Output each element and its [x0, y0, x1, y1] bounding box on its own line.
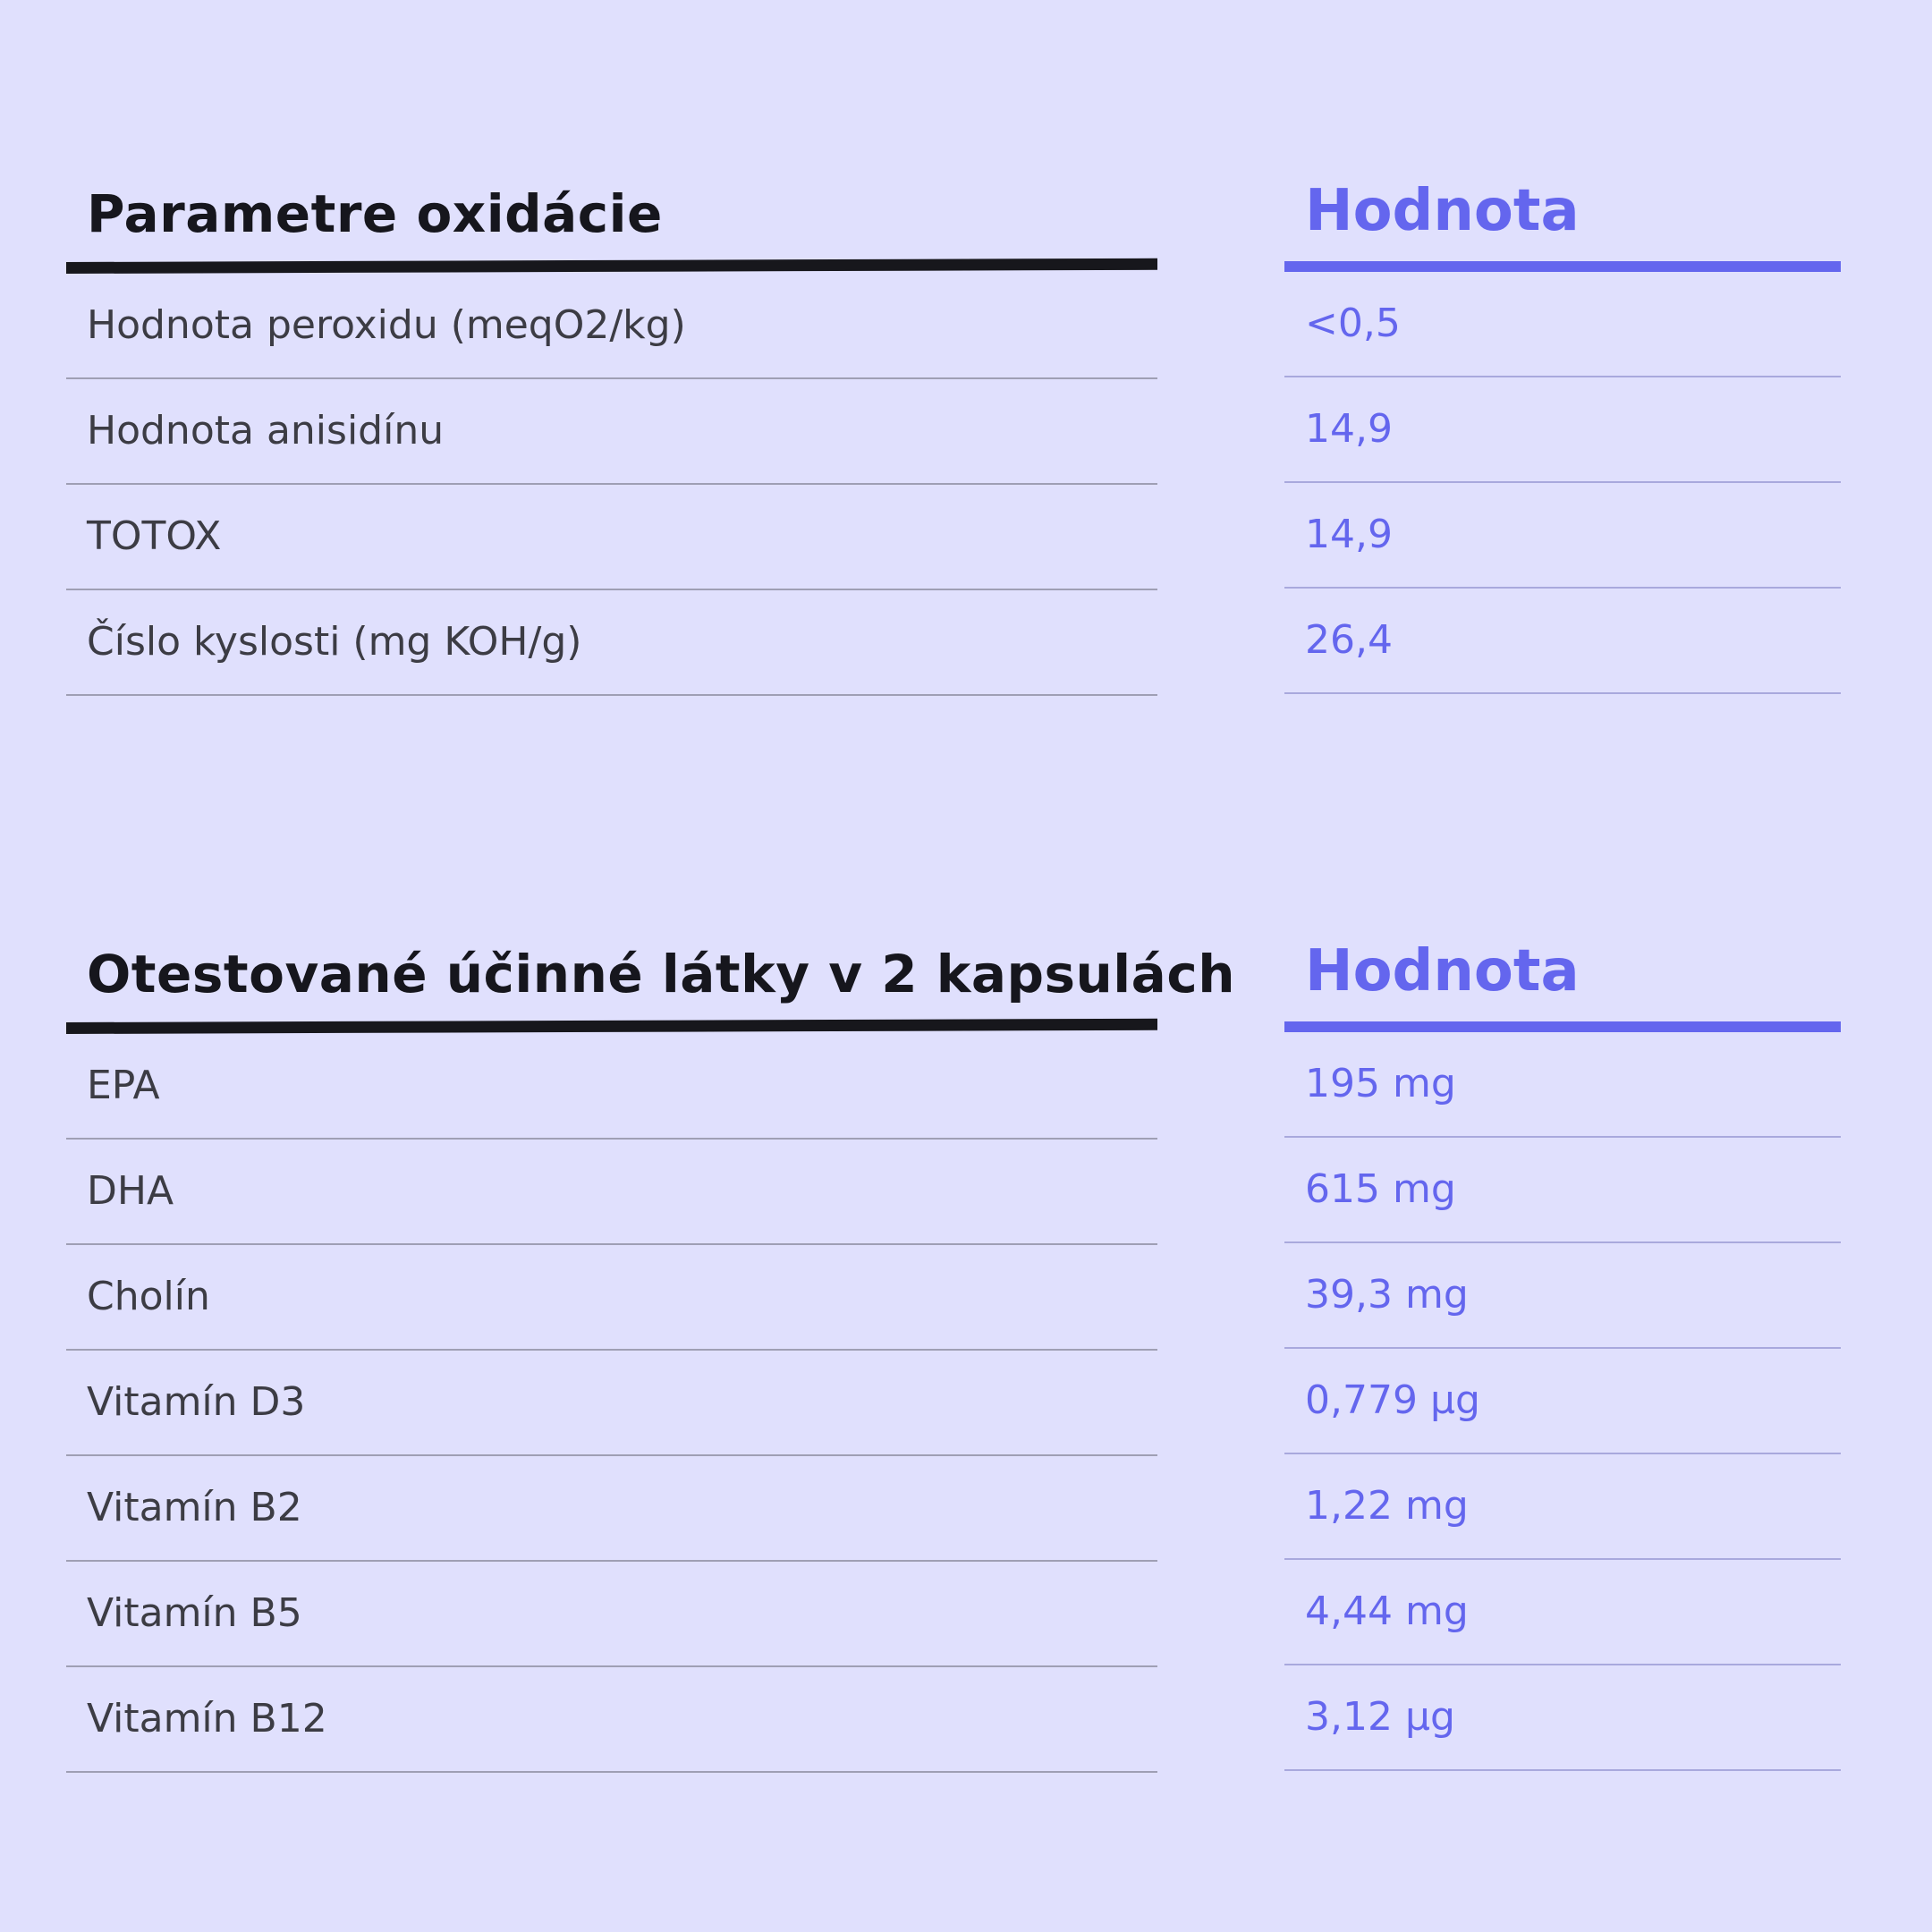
table-row: [1284, 1032, 1841, 1138]
value-header: [1284, 179, 1841, 272]
actives-substance-column: [66, 939, 1235, 1773]
actives-header: [66, 939, 1235, 1034]
table-row: [66, 1456, 1157, 1562]
table-row: [66, 1140, 1157, 1245]
substance-value: 3,12 µg: [1305, 1694, 1455, 1740]
parameter-value: 26,4: [1305, 617, 1393, 663]
row-divider: [66, 1771, 1157, 1773]
table-row: [1284, 1665, 1841, 1771]
parameter-value: <0,5: [1305, 301, 1401, 346]
value-header: [1284, 939, 1841, 1032]
table-row: [1284, 1349, 1841, 1454]
table-row: [66, 590, 1157, 696]
table-row: [1284, 483, 1841, 589]
parameter-label: Číslo kyslosti (mg KOH/g): [87, 619, 582, 665]
header-divider: [1284, 1021, 1841, 1032]
substance-value: 0,779 µg: [1305, 1377, 1480, 1423]
table-row: [66, 379, 1157, 485]
table-row: [66, 1667, 1157, 1773]
substance-label: Vitamín B5: [87, 1590, 302, 1636]
value-header-title: Hodnota: [1305, 178, 1580, 244]
substance-label: Vitamín D3: [87, 1379, 306, 1425]
header-divider: [66, 1019, 1157, 1034]
substance-value: 615 mg: [1305, 1166, 1456, 1212]
table-row: [1284, 1454, 1841, 1560]
table-row: [1284, 272, 1841, 377]
parameter-value: 14,9: [1305, 512, 1393, 557]
substance-label: Vitamín B12: [87, 1696, 327, 1741]
row-divider: [66, 694, 1157, 696]
table-row: [66, 1034, 1157, 1140]
substance-value: 4,44 mg: [1305, 1589, 1469, 1634]
parameter-label: Hodnota anisidínu: [87, 408, 445, 453]
header-divider: [1284, 261, 1841, 272]
header-divider: [66, 258, 1157, 274]
actives-title: Otestované účinné látky v 2 kapsulách: [87, 944, 1235, 1004]
table-row: [1284, 589, 1841, 694]
table-row: [66, 274, 1157, 379]
table-row: [1284, 1560, 1841, 1665]
substance-value: 39,3 mg: [1305, 1272, 1469, 1318]
parameter-label: Hodnota peroxidu (meqO2/kg): [87, 302, 686, 348]
row-divider: [1284, 1769, 1841, 1771]
oxidation-title: Parametre oxidácie: [87, 183, 663, 244]
table-row: [66, 1562, 1157, 1667]
row-divider: [1284, 692, 1841, 694]
substance-label: Vitamín B2: [87, 1485, 302, 1530]
table-row: [66, 485, 1157, 590]
parameter-value: 14,9: [1305, 406, 1393, 452]
table-row: [66, 1351, 1157, 1456]
value-header-title: Hodnota: [1305, 938, 1580, 1004]
substance-label: Cholín: [87, 1274, 210, 1319]
oxidation-parameter-column: [66, 179, 1157, 696]
substance-value: 1,22 mg: [1305, 1483, 1469, 1529]
parameter-label: TOTOX: [87, 513, 222, 559]
table-row: [1284, 1243, 1841, 1349]
table-row: [66, 1245, 1157, 1351]
substance-label: EPA: [87, 1063, 160, 1108]
oxidation-header: [66, 179, 1157, 274]
oxidation-value-column: [1284, 179, 1841, 694]
substance-value: 195 mg: [1305, 1061, 1456, 1106]
table-row: [1284, 1138, 1841, 1243]
actives-value-column: [1284, 939, 1841, 1771]
table-row: [1284, 377, 1841, 483]
substance-label: DHA: [87, 1168, 174, 1214]
